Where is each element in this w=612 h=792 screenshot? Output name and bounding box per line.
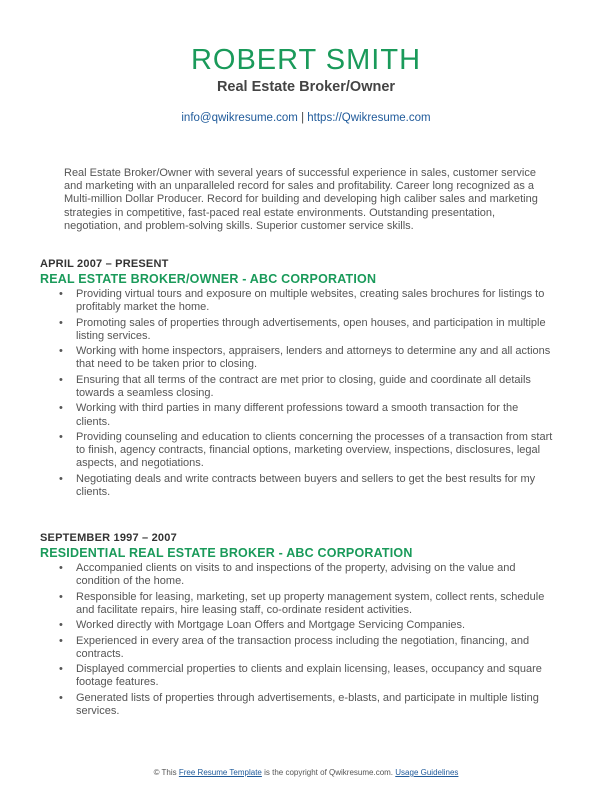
list-item (40, 317, 570, 343)
job-bullet-list (40, 288, 570, 499)
bullet-text: Accompanied clients on visits to and inspections of the property, advising on the value and condition of the home. (76, 562, 516, 588)
list-item (40, 591, 570, 617)
bullet-text: Promoting sales of properties through advertisements, open houses, and participation in multiple listing services. (76, 316, 546, 342)
usage-guidelines-link[interactable]: Usage Guidelines (395, 768, 459, 777)
list-item (40, 663, 570, 689)
list-item (40, 635, 570, 661)
bullet-icon: • (59, 345, 63, 358)
list-item (40, 402, 570, 428)
footer-middle: is the copyright of Qwikresume.com. (261, 768, 396, 777)
list-item (40, 562, 570, 588)
contact-line (0, 111, 612, 125)
bullet-icon: • (59, 373, 63, 386)
job-bullet-list (40, 562, 570, 718)
bullet-icon: • (59, 288, 63, 300)
contact-separator: | (297, 112, 308, 124)
bullet-text: Worked directly with Mortgage Loan Offers and Mortgage Servicing Companies. (76, 619, 466, 632)
list-item (40, 345, 570, 371)
website-link[interactable]: https://Qwikresume.com (307, 112, 431, 124)
job-dates: SEPTEMBER 1997 – 2007 (40, 532, 177, 544)
bullet-icon: • (59, 430, 63, 443)
list-item (40, 374, 570, 400)
footer (0, 768, 612, 778)
bullet-text: Negotiating deals and write contracts between buyers and sellers to get the best results for my clients. (76, 472, 536, 498)
experience-section (40, 258, 570, 501)
job-role: REAL ESTATE BROKER/OWNER - ABC CORPORATION (40, 272, 377, 286)
bullet-text: Working with home inspectors, appraisers, lenders and attorneys to determine any and all actions that need to be taken prior to closing. (76, 345, 551, 371)
bullet-text: Displayed commercial properties to clients and explain licensing, leases, occupancy and square footage features. (76, 663, 542, 689)
bullet-text: Generated lists of properties through advertisements, e-blasts, and participate in multiple listing services. (76, 691, 539, 717)
candidate-name: ROBERT SMITH (190, 44, 422, 76)
bullet-icon: • (59, 562, 63, 574)
bullet-icon: • (59, 634, 63, 647)
candidate-title: Real Estate Broker/Owner (216, 79, 396, 95)
job-role: RESIDENTIAL REAL ESTATE BROKER - ABC CORPORATION (40, 546, 413, 560)
experience-section (40, 532, 570, 720)
bullet-text: Experienced in every area of the transaction process including the negotiation, financing, and contracts. (76, 634, 530, 660)
bullet-text: Providing virtual tours and exposure on multiple websites, creating sales brochures for listings to profitably market the home. (76, 288, 545, 314)
list-item (40, 288, 570, 314)
bullet-icon: • (59, 472, 63, 485)
bullet-icon: • (59, 316, 63, 329)
bullet-icon: • (59, 691, 63, 704)
bullet-icon: • (59, 590, 63, 603)
free-template-link[interactable]: Free Resume Template (178, 768, 262, 777)
bullet-text: Working with third parties in many different professions toward a smooth transaction for the clients. (76, 402, 519, 428)
list-item (40, 473, 570, 499)
list-item (40, 431, 570, 471)
job-dates: APRIL 2007 – PRESENT (40, 258, 169, 270)
bullet-icon: • (59, 663, 63, 676)
bullet-icon: • (59, 402, 63, 415)
summary-paragraph: Real Estate Broker/Owner with several years of successful experience in sales, customer service and marketing with an unparalleled record for sales and profitability. Career long recognized as a Multi-million Dollar Producer. Record for building and developing high caliber sales and marketing strategies in competitive, fast-paced real estate environments. Outstanding presentation, negotiation, and problem-solving skills. Superior customer service skills. (64, 167, 538, 232)
list-item (40, 692, 570, 718)
bullet-text: Providing counseling and education to clients concerning the processes of a transaction from start to finish, agency contracts, financial options, marketing overview, inspections, disclosures, legal aspects, and negotiations. (76, 430, 553, 470)
bullet-icon: • (59, 619, 63, 632)
bullet-text: Responsible for leasing, marketing, set up property management system, collect rents, schedule and facilitate repairs, hire leasing staff, co-ordinate resident activities. (76, 590, 545, 616)
footer-prefix: © This (153, 768, 179, 777)
bullet-text: Ensuring that all terms of the contract are met prior to closing, guide and coordinate all details towards a seamless closing. (76, 373, 531, 399)
email-link[interactable]: info@qwikresume.com (181, 112, 298, 124)
list-item (40, 619, 570, 632)
